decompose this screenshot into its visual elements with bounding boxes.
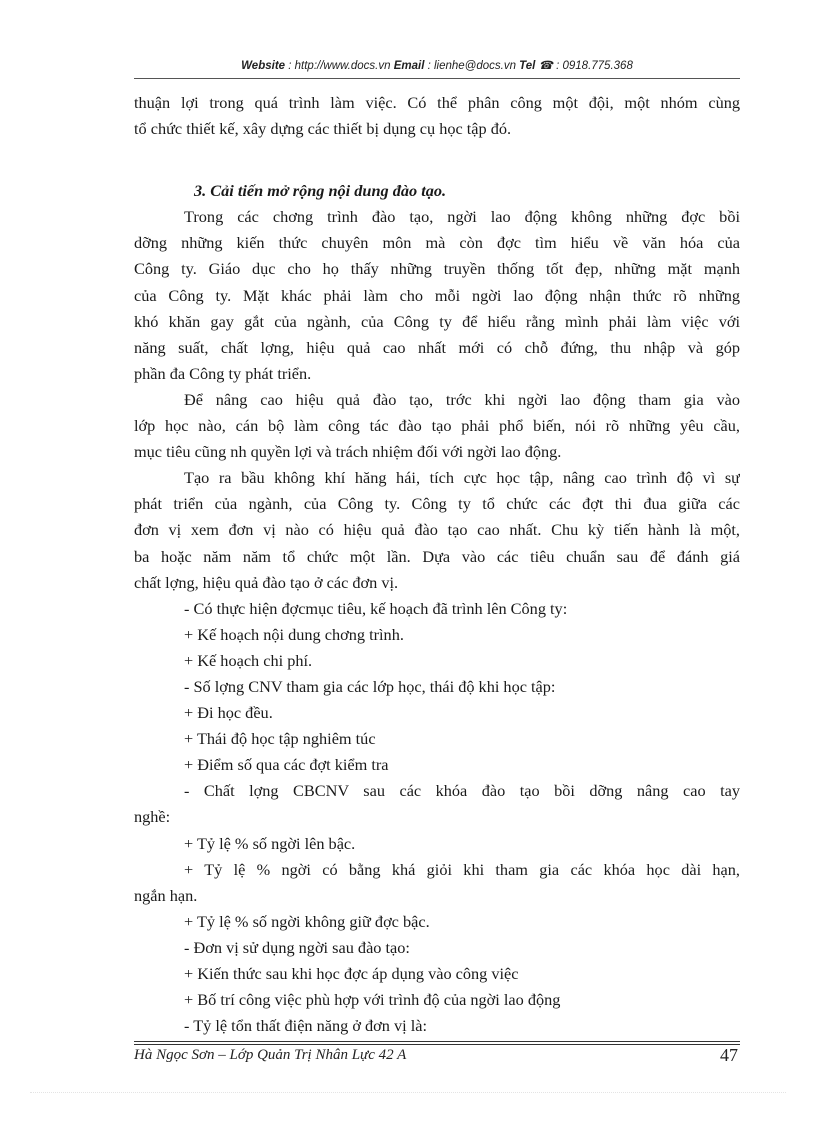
list-item: + Bố trí công việc phù hợp với trình độ của ngời lao động xyxy=(184,990,561,1010)
body-line: Công ty. Giáo dục cho họ thấy những truyền thống tốt đẹp, những mặt mạnh xyxy=(134,259,740,279)
list-item: + Thái độ học tập nghiêm túc xyxy=(184,729,376,749)
body-line: dỡng những kiến thức chuyên môn mà còn đợc tìm hiểu về văn hóa của xyxy=(134,233,740,253)
section-heading: 3. Cải tiến mở rộng nội dung đào tạo. xyxy=(194,181,447,201)
body-line: ngắn hạn. xyxy=(134,885,198,905)
body-line: đơn vị xem đơn vị nào có hiệu quả đào tạo cao nhất. Chu kỳ tiến hành là một, xyxy=(134,520,740,540)
list-item: + Tỷ lệ % số ngời không giữ đợc bậc. xyxy=(184,911,430,931)
document-body xyxy=(134,90,740,1039)
list-item: + Đi học đều. xyxy=(184,703,273,723)
body-line: thuận lợi trong quá trình làm việc. Có thể phân công một đội, một nhóm cùng xyxy=(134,93,740,112)
body-line: năng suất, chất lợng, hiệu quả cao nhất mới có chỗ đứng, thu nhập và góp xyxy=(134,337,740,357)
email-value: : lienhe@docs.vn xyxy=(424,60,520,72)
body-line: chất lợng, hiệu quả đào tạo ở các đơn vị. xyxy=(134,572,399,592)
tel-value: : 0918.775.368 xyxy=(552,60,633,72)
list-item: - Số lợng CNV tham gia các lớp học, thái độ khi học tập: xyxy=(184,676,556,696)
list-item: + Tỷ lệ % số ngời lên bậc. xyxy=(184,833,356,853)
header-divider xyxy=(134,78,740,79)
list-item: + Kế hoạch chi phí. xyxy=(184,650,313,670)
list-item: + Kiến thức sau khi học đợc áp dụng vào công việc xyxy=(184,964,519,983)
body-line: phát triển của ngành, của Công ty. Công ty tổ chức các đợt thi đua giữa các xyxy=(134,494,740,514)
list-item: - Có thực hiện đợcmục tiêu, kế hoạch đã trình lên Công ty: xyxy=(184,598,568,618)
tel-label: Tel xyxy=(519,60,536,72)
body-line: ba hoặc năm năm tổ chức một lần. Dựa vào các tiêu chuẩn sau để đánh giá xyxy=(134,546,740,566)
page-bottom-border xyxy=(30,1092,786,1093)
body-line: lớp học nào, cán bộ làm công tác đào tạo phải phổ biến, nói rõ những yêu cầu, xyxy=(134,416,740,436)
footer-author: Hà Ngọc Sơn – Lớp Quản Trị Nhân Lực 42 A xyxy=(134,1047,407,1063)
email-label: Email xyxy=(393,60,425,72)
list-item: - Tỷ lệ tổn thất điện năng ở đơn vị là: xyxy=(184,1016,428,1036)
body-line: Trong các chơng trình đào tạo, ngời lao động không những đợc bồi xyxy=(184,207,740,227)
list-item: + Tỷ lệ % ngời có bằng khá giỏi khi tham gia các khóa học dài hạn, xyxy=(184,859,740,879)
body-line: phần đa Công ty phát triển. xyxy=(134,363,312,383)
list-item: - Đơn vị sử dụng ngời sau đào tạo: xyxy=(184,937,410,957)
website-value: : http://www.docs.vn xyxy=(285,60,394,72)
list-item: - Chất lợng CBCNV sau các khóa đào tạo bồi dỡng nâng cao tay xyxy=(184,781,740,801)
body-line: nghề: xyxy=(134,807,171,827)
body-line: mục tiêu cũng nh quyền lợi và trách nhiệm đối với ngời lao động. xyxy=(134,442,562,462)
website-label: Website xyxy=(241,60,286,72)
list-item: + Kế hoạch nội dung chơng trình. xyxy=(184,624,404,644)
body-line: khó khăn gay gắt của ngành, của Công ty để hiểu rằng mình phải làm việc với xyxy=(134,311,740,331)
phone-icon: ☎ xyxy=(538,60,553,72)
spacer xyxy=(134,142,740,178)
body-line: Tạo ra bầu không khí hăng hái, tích cực học tập, nâng cao trình độ vì sự xyxy=(184,468,740,488)
list-item: + Điểm số qua các đợt kiểm tra xyxy=(184,755,389,775)
page-header xyxy=(134,58,740,72)
body-line: Để nâng cao hiệu quả đào tạo, trớc khi ngời lao động tham gia vào xyxy=(184,389,740,409)
footer-divider xyxy=(134,1044,740,1045)
body-line: của Công ty. Mặt khác phải làm cho mỗi ngời lao động nhận thức rõ những xyxy=(134,285,740,305)
body-line: tổ chức thiết kế, xây dựng các thiết bị dụng cụ học tập đó. xyxy=(134,119,512,139)
footer-divider xyxy=(134,1041,740,1042)
page-number: 47 xyxy=(720,1045,738,1065)
